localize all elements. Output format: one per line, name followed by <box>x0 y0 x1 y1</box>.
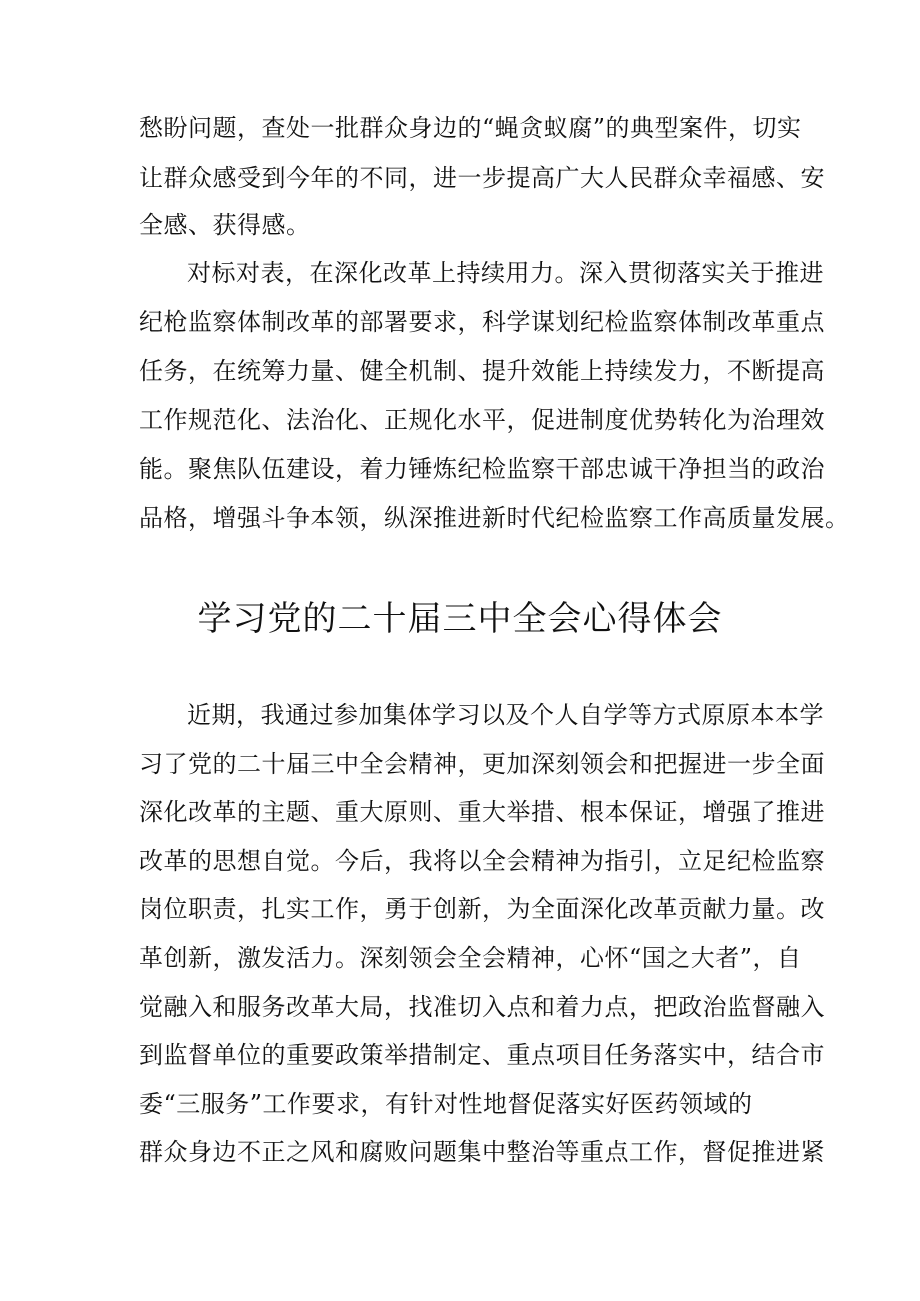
paragraph-line: 群众身边不正之风和腐败问题集中整治等重点工作，督促推进紧 <box>139 1138 825 1166</box>
page-title: 学习党的二十届三中全会心得体会 <box>197 599 723 639</box>
paragraph-line: 觉融入和服务改革大局，找准切入点和着力点，把政治监督融入 <box>139 993 825 1021</box>
paragraph-line: 纪枪监察体制改革的部署要求，科学谋划纪检监察体制改革重点 <box>139 308 825 336</box>
paragraph-line: 岗位职责，扎实工作，勇于创新，为全面深化改革贡献力量。改 <box>139 895 825 923</box>
paragraph-line: 工作规范化、法治化、正规化水平，促进制度优势转化为治理效 <box>139 406 825 434</box>
paragraph-line: 改革的思想自觉。今后，我将以全会精神为指引，立足纪检监察 <box>139 847 825 875</box>
paragraph-line: 到监督单位的重要政策举措制定、重点项目任务落实中，结合市 <box>139 1041 825 1069</box>
paragraph-line: 近期，我通过参加集体学习以及个人自学等方式原原本本学 <box>187 701 824 729</box>
paragraph-line: 全感、获得感。 <box>139 211 311 239</box>
paragraph-line: 习了党的二十届三中全会精神，更加深刻领会和把握进一步全面 <box>139 750 825 778</box>
paragraph-line: 委“三服务”工作要求，有针对性地督促落实好医药领域的 <box>139 1090 753 1118</box>
paragraph-line: 对标对表，在深化改革上持续用力。深入贯彻落实关于推进 <box>187 259 824 287</box>
paragraph-line: 品格，增强斗争本领，纵深推进新时代纪检监察工作高质量发展。 <box>139 504 850 532</box>
paragraph-line: 深化改革的主题、重大原则、重大举措、根本保证，增强了推进 <box>139 798 825 826</box>
paragraph-line: 革创新，激发活力。深刻领会全会精神，心怀“国之大者”，自 <box>139 944 802 972</box>
paragraph-line: 愁盼问题，查处一批群众身边的“蝇贪蚁腐”的典型案件，切实 <box>139 114 802 142</box>
paragraph-line: 让群众感受到今年的不同，进一步提高广大人民群众幸福感、安 <box>139 164 825 192</box>
paragraph-line: 任务，在统筹力量、健全机制、提升效能上持续发力，不断提高 <box>139 357 825 385</box>
paragraph-line: 能。聚焦队伍建设，着力锤炼纪检监察干部忠诚干净担当的政治 <box>139 455 825 483</box>
